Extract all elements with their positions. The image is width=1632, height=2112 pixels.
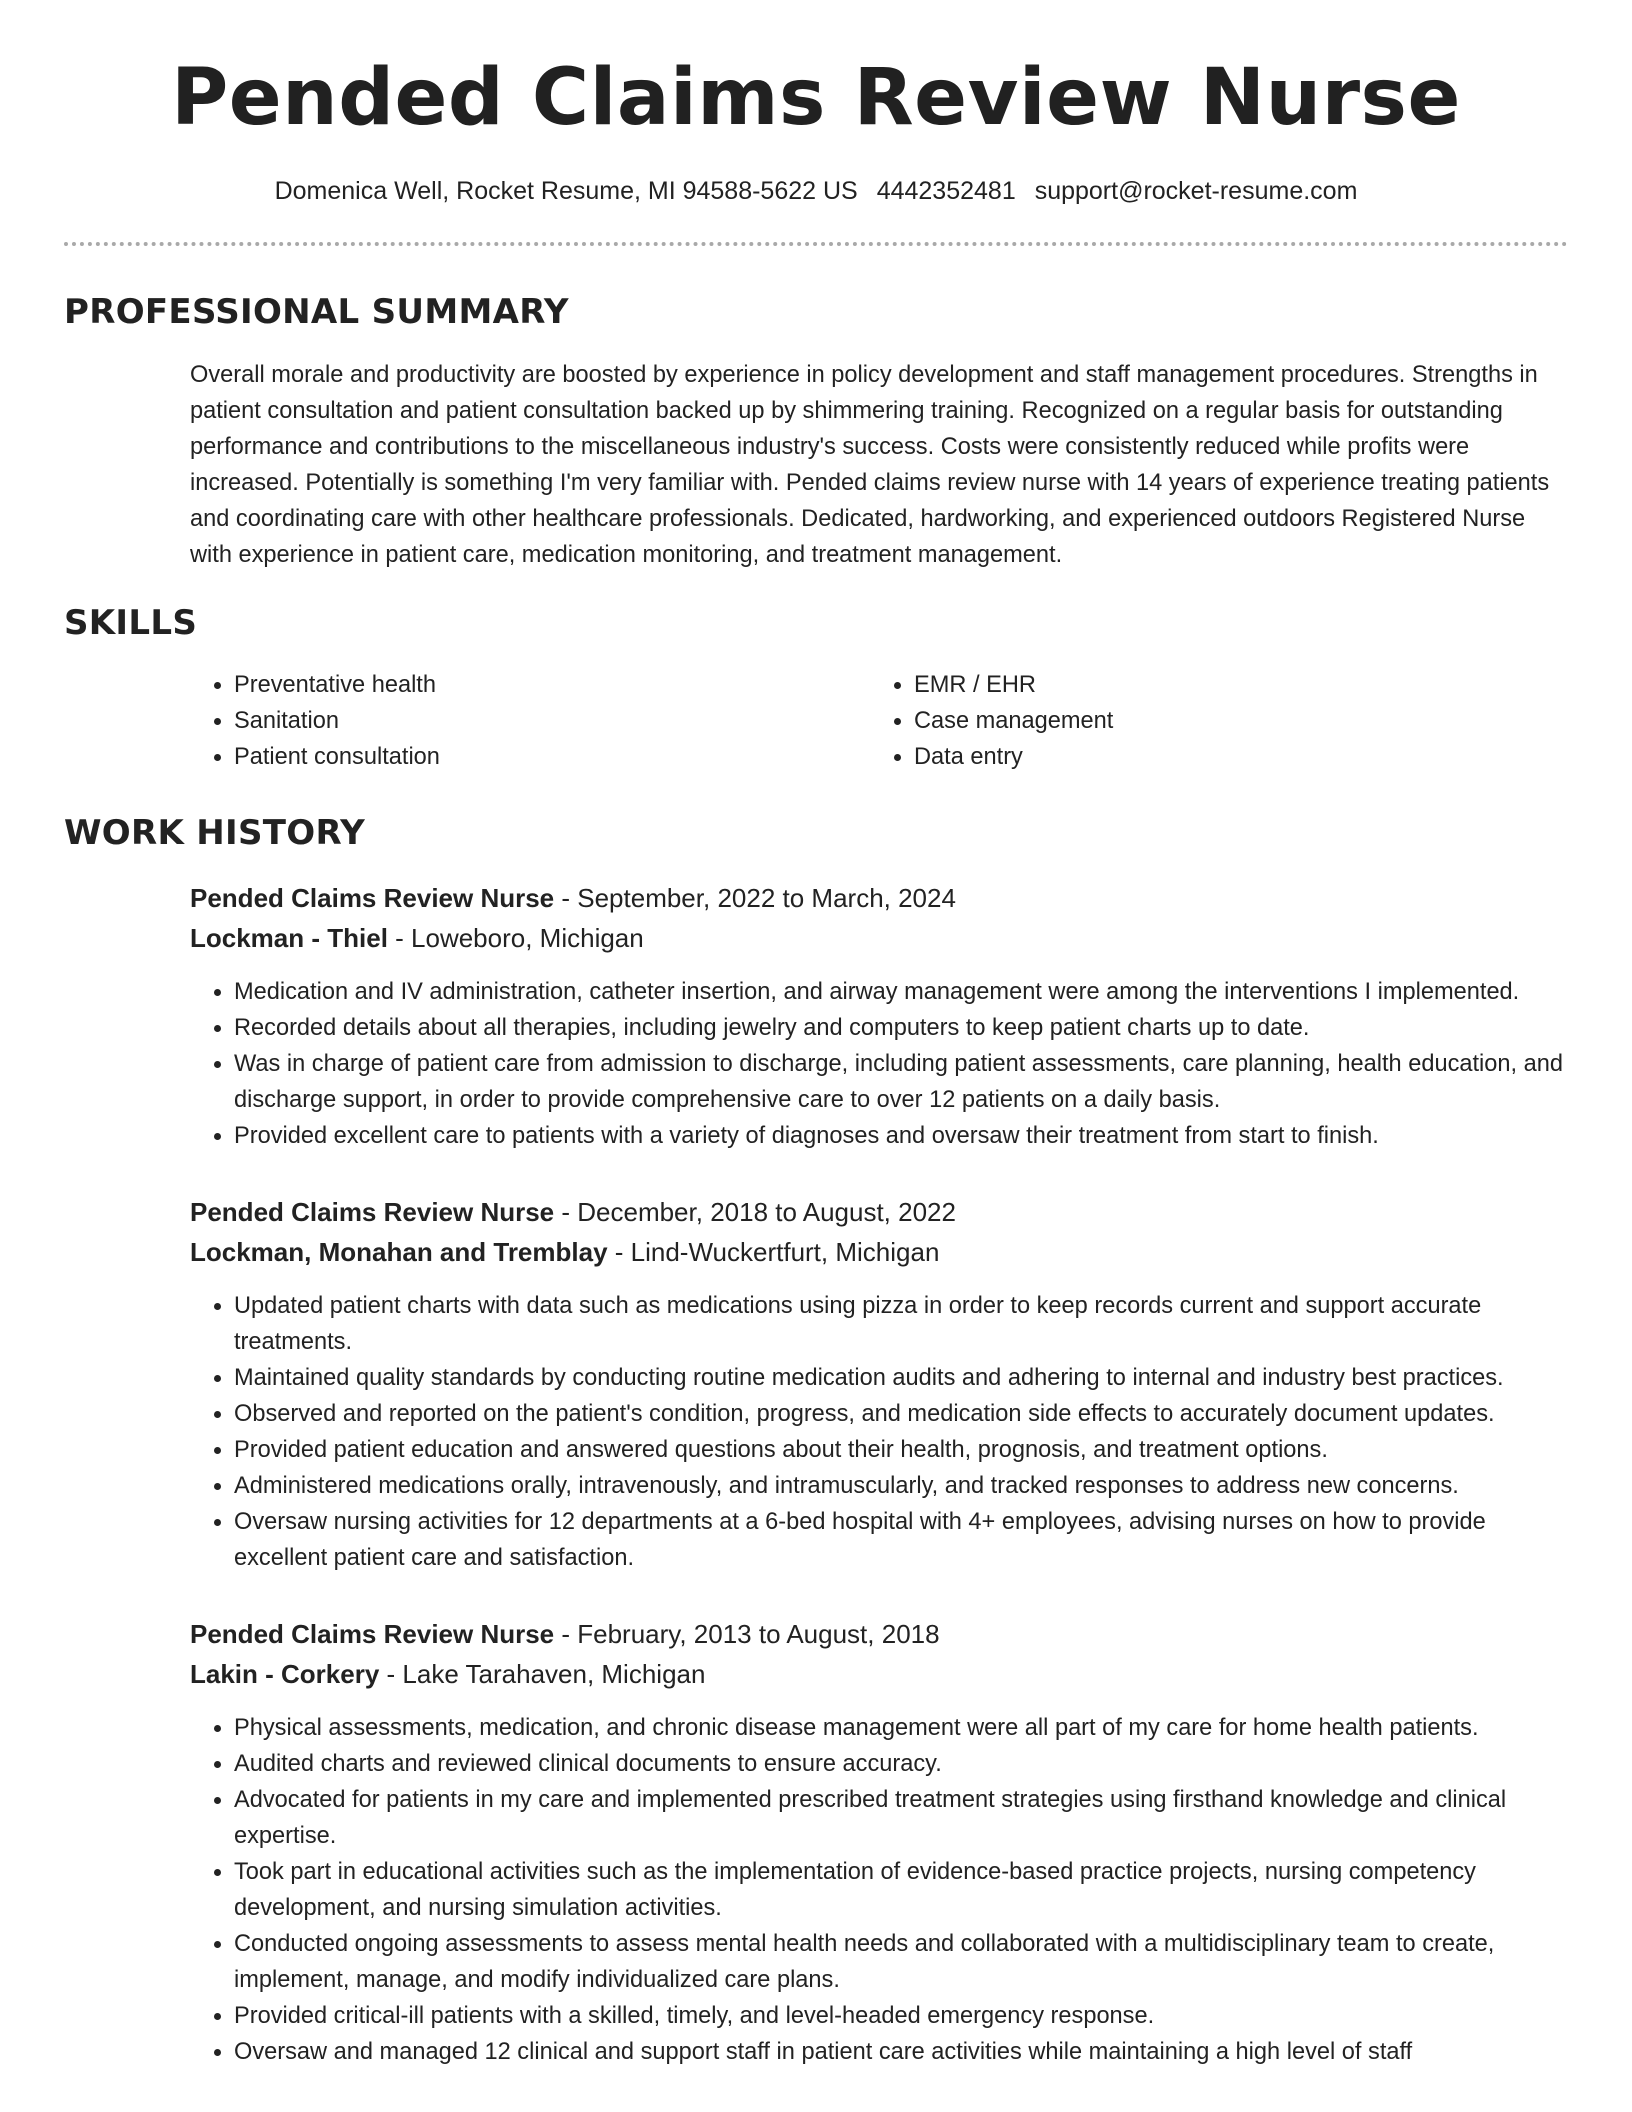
job-company-line [190,918,1568,958]
job-bullets [190,1288,1568,1576]
header-divider [64,242,1568,246]
job-bullet: • Recorded details about all therapies, including jewelry and computers to keep patient charts up to date. [234,1010,1568,1046]
job-bullets [190,974,1568,1154]
resume-header [0,0,1632,206]
job-bullet: • Maintained quality standards by conducting routine medication audits and adhering to internal and industry best practices. [234,1360,1568,1396]
job-title: Pended Claims Review Nurse [190,883,555,914]
job-bullet: • Provided patient education and answered questions about their health, prognosis, and treatment options. [234,1432,1568,1468]
skill-item: • Case management [914,703,1550,739]
job-company: Lockman, Monahan and Tremblay [190,1237,608,1268]
job-title-line [190,1614,1568,1654]
skill-item: • EMR / EHR [914,667,1550,703]
summary-section [64,292,1568,573]
page-title: Pended Claims Review Nurse [171,53,1461,143]
job-location: - Lind-Wuckertfurt, Michigan [607,1237,940,1268]
job-entry [190,1192,1568,1576]
job-company: Lockman - Thiel [190,923,388,954]
job-entry [190,1614,1568,2070]
skill-item: • Sanitation [234,703,870,739]
job-bullet: • Oversaw nursing activities for 12 departments at a 6-bed hospital with 4+ employees, advising nurses on how to provide excellent patient care and satisfaction. [234,1504,1568,1576]
job-dates: - February, 2013 to August, 2018 [554,1619,940,1650]
job-bullet: • Provided excellent care to patients with a variety of diagnoses and oversaw their treatment from start to finish. [234,1118,1568,1154]
job-bullet: • Medication and IV administration, catheter insertion, and airway management were among the interventions I implemented. [234,974,1568,1010]
contact-address: Domenica Well, Rocket Resume, MI 94588-5622 US [274,176,858,205]
skill-item: • Data entry [914,739,1550,775]
job-bullet: • Was in charge of patient care from admission to discharge, including patient assessments, care planning, health education, and discharge support, in order to provide comprehensive care to over 12 patients on a daily basis. [234,1046,1568,1118]
job-title-line [190,878,1568,918]
job-title: Pended Claims Review Nurse [190,1197,555,1228]
skills-column-right [870,667,1550,775]
work-history-section [64,813,1568,2070]
summary-text: Overall morale and productivity are boosted by experience in policy development and staff management procedures. Strengths in patient consultation and patient consultation backed up by shimmering training. Recognized on a regular basis for outstanding performance and contributions to the miscellaneous industry's success. Costs were consistently reduced while profits were increased. Potentially is something I'm very familiar with. Pended claims review nurse with 14 years of experience treating patients and coordinating care with other healthcare professionals. Dedicated, hardworking, and experienced outdoors Registered Nurse with experience in patient care, medication monitoring, and treatment management. [190,361,1550,568]
summary-heading: PROFESSIONAL SUMMARY [64,291,569,332]
job-location: - Lake Tarahaven, Michigan [379,1659,706,1690]
contact-phone: 4442352481 [876,176,1016,205]
job-bullets [190,1710,1568,2070]
job-location: - Loweboro, Michigan [387,923,644,954]
contact-email: support@rocket-resume.com [1034,176,1358,205]
job-bullet: • Conducted ongoing assessments to assess mental health needs and collaborated with a multidisciplinary team to create, implement, manage, and modify individualized care plans. [234,1926,1568,1998]
job-bullet: • Audited charts and reviewed clinical documents to ensure accuracy. [234,1746,1568,1782]
job-title-line [190,1192,1568,1232]
job-bullet: • Provided critical-ill patients with a skilled, timely, and level-headed emergency response. [234,1998,1568,2034]
job-bullet: • Administered medications orally, intravenously, and intramuscularly, and tracked responses to address new concerns. [234,1468,1568,1504]
job-company: Lakin - Corkery [190,1659,380,1690]
skill-item: • Patient consultation [234,739,870,775]
job-bullet: • Took part in educational activities such as the implementation of evidence-based practice projects, nursing competency development, and nursing simulation activities. [234,1854,1568,1926]
job-bullet: • Observed and reported on the patient's condition, progress, and medication side effects to accurately document updates. [234,1396,1568,1432]
skills-section [64,603,1568,776]
job-title: Pended Claims Review Nurse [190,1619,555,1650]
job-dates: - December, 2018 to August, 2022 [554,1197,956,1228]
skills-heading: SKILLS [64,602,198,643]
job-bullet: • Advocated for patients in my care and implemented prescribed treatment strategies using firsthand knowledge and clinical expertise. [234,1782,1568,1854]
job-entry [190,878,1568,1154]
skills-list [190,667,1568,775]
job-dates: - September, 2022 to March, 2024 [554,883,956,914]
work-history-heading: WORK HISTORY [64,813,366,854]
skill-item: • Preventative health [234,667,870,703]
skills-column-left [190,667,870,775]
contact-line [0,176,1632,206]
job-bullet: • Updated patient charts with data such as medications using pizza in order to keep records current and support accurate treatments. [234,1288,1568,1360]
job-company-line [190,1654,1568,1694]
job-bullet: • Oversaw and managed 12 clinical and support staff in patient care activities while maintaining a high level of staff [234,2034,1568,2070]
job-bullet: • Physical assessments, medication, and chronic disease management were all part of my care for home health patients. [234,1710,1568,1746]
job-company-line [190,1232,1568,1272]
